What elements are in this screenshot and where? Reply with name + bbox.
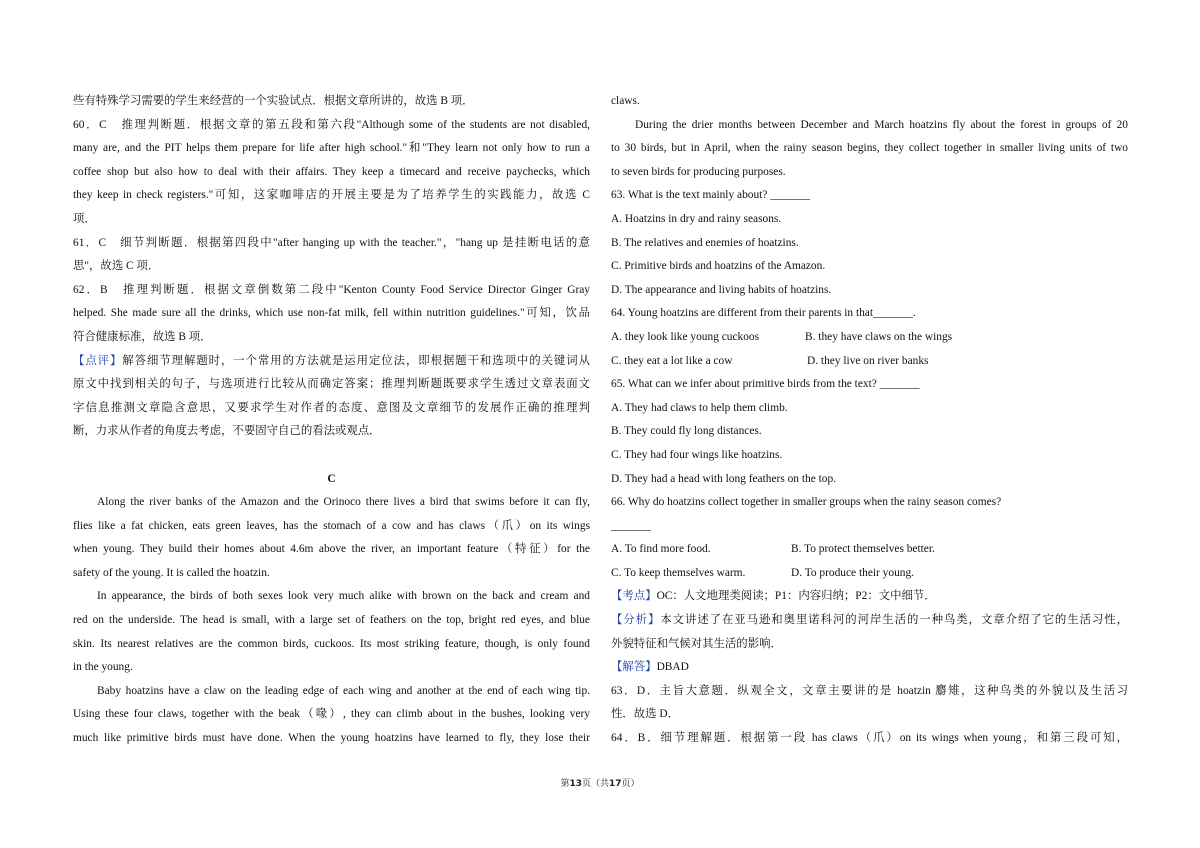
text-line: 项． [73, 212, 96, 225]
text-line: 外貌特征和气候对其生活的影响． [611, 637, 782, 650]
fenxi-tag: 【分析】 [611, 614, 661, 627]
text-line: many are, and the PIT helps them prepare for life after high school."和"They learn not only how to run a [73, 142, 590, 155]
text-line: 思"，故选 C 项． [73, 260, 160, 273]
text-line: Using these four claws, together with the beak（喙）, they can climb about in the bushes, looking very [73, 708, 590, 721]
fenxi-block [611, 609, 1128, 656]
text-line: helped. She made sure all the drinks, which use non-fat milk, fell within nutrition guidelines."可知，饮品 [73, 307, 590, 320]
text-line: they keep in check registers."可知，这家咖啡店的开展主要是为了培养学生的实践能力，故选 C [73, 189, 590, 202]
text-line: 60．C 推理判断题．根据文章的第五段和第六段"Although some of the students are not disabled, [73, 118, 590, 131]
text-line: 断，力求从作者的角度去考虑，不要固守自己的看法或观点． [73, 425, 381, 438]
answer-61 [73, 232, 590, 279]
text-line: to seven birds for producing purposes. [611, 165, 786, 178]
question-66 [611, 491, 1128, 585]
jieda-line: 【解答】DBAD [611, 661, 689, 674]
text-line: 61．C 细节判断题．根据第四段中"after hanging up with the teacher."，"hang up 是挂断电话的意 [73, 236, 590, 249]
text-line: 【分析】本文讲述了在亚马逊和奥里诺科河的河岸生活的一种鸟类，文章介绍了它的生活习性， [611, 614, 1128, 627]
page-footer: 第13页（共17页） [560, 779, 640, 789]
text-line: skin. Its nearest relatives are the common birds, cuckoos. Its most striking feature, though, is only found [73, 637, 590, 650]
text-line: 64．B．细节理解题．根据第一段 has claws（爪）on its wings when young，和第三段可知， [611, 732, 1128, 745]
question-63 [611, 184, 1128, 302]
option-row [611, 350, 1128, 374]
option: C. they eat a lot like a cow [611, 354, 733, 367]
answer-64 [611, 727, 1128, 751]
text-line: In appearance, the birds of both sexes look very much alike with brown on the back and cream and [97, 590, 590, 603]
option: A. Hoatzins in dry and rainy seasons. [611, 212, 782, 225]
passage-paragraph-1 [73, 491, 590, 585]
text-line: claws. [611, 95, 640, 107]
text-line: 63．D．主旨大意题．纵观全文，文章主要讲的是 hoatzin 麝雉，这种鸟类的外貌以及生活习 [611, 684, 1128, 697]
text-line: 性．故选 D． [611, 708, 680, 721]
question-stem: 66. Why do hoatzins collect together in smaller groups when the rainy season comes? [611, 496, 1002, 509]
option: D. To produce their young. [791, 566, 914, 579]
option: B. They could fly long distances. [611, 425, 762, 438]
option: C. To keep themselves warm. [611, 566, 746, 579]
option: A. To find more food. [611, 543, 711, 556]
question-65 [611, 373, 1128, 491]
question-stem: 65. What can we infer about primitive birds from the text? _______ [611, 378, 920, 391]
section-heading: C [327, 472, 336, 485]
option-row [611, 562, 1128, 586]
option: B. they have claws on the wings [805, 330, 953, 343]
passage-paragraph-2 [73, 585, 590, 679]
option: D. The appearance and living habits of hoatzins. [611, 283, 832, 296]
option-row [611, 538, 1128, 562]
text-line: 62．B 推理判断题．根据文章倒数第二段中"Kenton County Food Service Director Ginger Gray [73, 283, 590, 296]
text-line: Baby hoatzins have a claw on the leading edge of each wing and another at the end of each wing tip. [97, 684, 590, 697]
kaodian-tag: 【考点】 [611, 590, 657, 603]
text-line: 些有特殊学习需要的学生来经营的一个实验试点．根据文章所讲的，故选 B 项． [73, 95, 474, 107]
question-stem: 64. Young hoatzins are different from their parents in that_______. [611, 307, 916, 320]
review-block [73, 350, 590, 444]
option: C. They had four wings like hoatzins. [611, 448, 783, 461]
question-stem: 63. What is the text mainly about? _______ [611, 189, 811, 202]
passage-paragraph-4 [611, 114, 1128, 185]
text-line: much like primitive birds must have done. When the young hoatzins have learned to fly, they lose their [73, 732, 590, 745]
text-line: flies like a fat chicken, eats green leaves, has the stomach of a cow and has claws（爪）on its wings [73, 519, 590, 532]
option: A. they look like young cuckoos [611, 330, 760, 343]
right-column [611, 90, 1128, 751]
answer-62 [73, 279, 590, 350]
text-line: 原文中找到相关的句子，与选项进行比较从而确定答案；推理判断题既要求学生透过文章表面文 [73, 378, 590, 391]
text-line: when young. They build their homes about 4.6m above the river, an important feature（特征）for the [73, 543, 590, 556]
jieda-tag: 【解答】 [611, 661, 657, 674]
review-tag: 【点评】 [73, 354, 123, 367]
answer-blank: _______ [611, 519, 651, 532]
option: B. To protect themselves better. [791, 543, 935, 556]
option-row [611, 326, 1128, 350]
passage-paragraph-3 [73, 680, 590, 751]
option: B. The relatives and enemies of hoatzins. [611, 236, 799, 249]
text-line: in the young. [73, 661, 133, 674]
text-line: 字信息推测文章隐含意思，又要求学生对作者的态度、意图及文章细节的发展作正确的推理判 [73, 401, 590, 414]
page-number: 13 [569, 779, 582, 789]
text-line: safety of the young. It is called the hoatzin. [73, 566, 270, 579]
text-line: During the drier months between December and March hoatzins fly about the forest in groups of 20 [635, 118, 1128, 131]
answer-60 [73, 114, 590, 232]
text-line: 符合健康标准，故选 B 项． [73, 330, 212, 343]
spacer [73, 444, 590, 468]
question-64 [611, 302, 1128, 373]
option: A. They had claws to help them climb. [611, 401, 788, 414]
left-column [73, 90, 590, 751]
text-line: 【点评】解答细节理解题时，一个常用的方法就是运用定位法，即根据题干和选项中的关键词从 [73, 354, 590, 367]
text-line: coffee shop but also how to deal with their affairs. They keep a timecard and receive paychecks, which [73, 165, 590, 178]
option: D. they live on river banks [807, 354, 929, 367]
text-line: red on the underside. The head is small, with a large set of feathers on the top, bright red eyes, and blue [73, 614, 590, 627]
text-line: to 30 birds, but in April, when the rainy season begins, they collect together in smaller living units of two [611, 142, 1128, 155]
answer-63 [611, 680, 1128, 727]
page-total: 17 [609, 779, 622, 789]
kaodian-line: 【考点】OC：人文地理类阅读；P1：内容归纳；P2：文中细节． [611, 590, 936, 603]
text-line: Along the river banks of the Amazon and the Orinoco there lives a bird that swims before it can fly, [97, 496, 590, 509]
option: D. They had a head with long feathers on the top. [611, 472, 837, 485]
option: C. Primitive birds and hoatzins of the Amazon. [611, 260, 826, 273]
